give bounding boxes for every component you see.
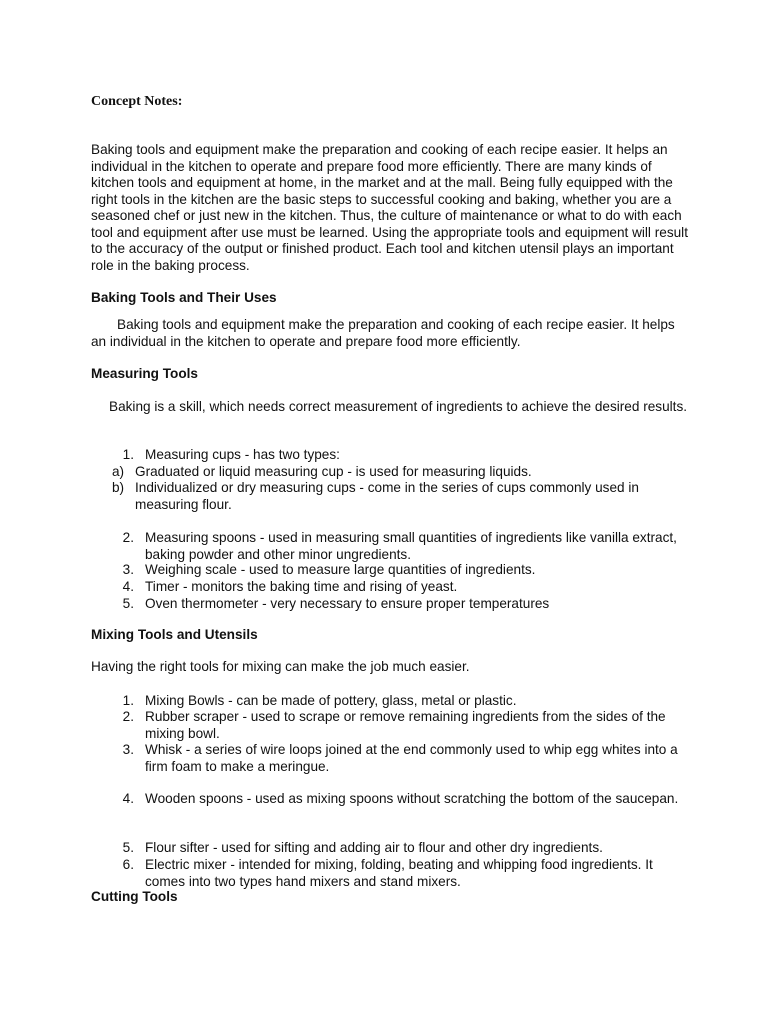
list-marker: a) — [112, 464, 125, 479]
list-marker: 3. — [122, 562, 134, 577]
list-text: Rubber scraper - used to scrape or remove remaining ingredients from the sides of the mixing bowl. — [145, 709, 666, 741]
list-marker: b) — [112, 480, 125, 495]
list-marker: 1. — [122, 447, 134, 462]
list-marker: 4. — [122, 579, 134, 594]
list-text: Measuring cups - has two types: — [145, 447, 340, 462]
concept-notes-heading: Concept Notes: — [91, 94, 183, 109]
list-text: Oven thermometer - very necessary to ensure proper temperatures — [145, 596, 550, 611]
list-text: Flour sifter - used for sifting and adding air to flour and other dry ingredients. — [145, 840, 603, 855]
mixing-tools-paragraph: Having the right tools for mixing can make the job much easier. — [91, 659, 470, 674]
list-marker: 1. — [122, 693, 134, 708]
list-text: Mixing Bowls - can be made of pottery, glass, metal or plastic. — [145, 693, 517, 708]
cutting-tools-heading: Cutting Tools — [91, 889, 178, 904]
list-marker: 5. — [122, 596, 134, 611]
list-text: Electric mixer - intended for mixing, folding, beating and whipping food ingredients. It comes into two types hand mixers and stand mixers. — [145, 857, 653, 889]
list-marker: 6. — [122, 857, 134, 872]
list-text: Measuring spoons - used in measuring small quantities of ingredients like vanilla extract, baking powder and other minor ungredients. — [145, 530, 677, 562]
list-marker: 5. — [122, 840, 134, 855]
list-marker: 4. — [122, 791, 134, 806]
list-marker: 2. — [122, 530, 134, 545]
baking-tools-paragraph: Baking tools and equipment make the preparation and cooking of each recipe easier. It helps an individual in the kitchen to operate and prepare food more efficiently. — [91, 317, 675, 349]
list-marker: 2. — [122, 709, 134, 724]
list-text: Timer - monitors the baking time and rising of yeast. — [145, 579, 458, 594]
baking-tools-heading: Baking Tools and Their Uses — [91, 290, 277, 305]
list-text: Individualized or dry measuring cups - come in the series of cups commonly used in measuring flour. — [135, 480, 639, 512]
list-text: Wooden spoons - used as mixing spoons without scratching the bottom of the saucepan. — [145, 791, 679, 806]
list-marker: 3. — [122, 742, 134, 757]
measuring-tools-paragraph: Baking is a skill, which needs correct measurement of ingredients to achieve the desired results. — [109, 399, 688, 414]
list-text: Whisk - a series of wire loops joined at the end commonly used to whip egg whites into a firm foam to make a meringue. — [145, 742, 678, 774]
list-text: Graduated or liquid measuring cup - is used for measuring liquids. — [135, 464, 532, 479]
mixing-tools-heading: Mixing Tools and Utensils — [91, 627, 258, 642]
intro-paragraph: Baking tools and equipment make the preparation and cooking of each recipe easier. It helps an individual in the kitchen to operate and prepare food more efficiently. There are many kinds of kitchen tools and equipment at home, in the market and at the mall. Being fully equipped with the right tools in the kitchen are the basic steps to successful cooking and baking, whether you are a seasoned chef or just new in the kitchen. Thus, the culture of maintenance or what to do with each tool and equipment after use must be learned. Using the appropriate tools and equipment will result to the accuracy of the output or finished product. Each tool and kitchen utensil plays an important role in the baking process. — [91, 142, 688, 273]
list-text: Weighing scale - used to measure large quantities of ingredients. — [145, 562, 536, 577]
measuring-tools-heading: Measuring Tools — [91, 366, 198, 381]
